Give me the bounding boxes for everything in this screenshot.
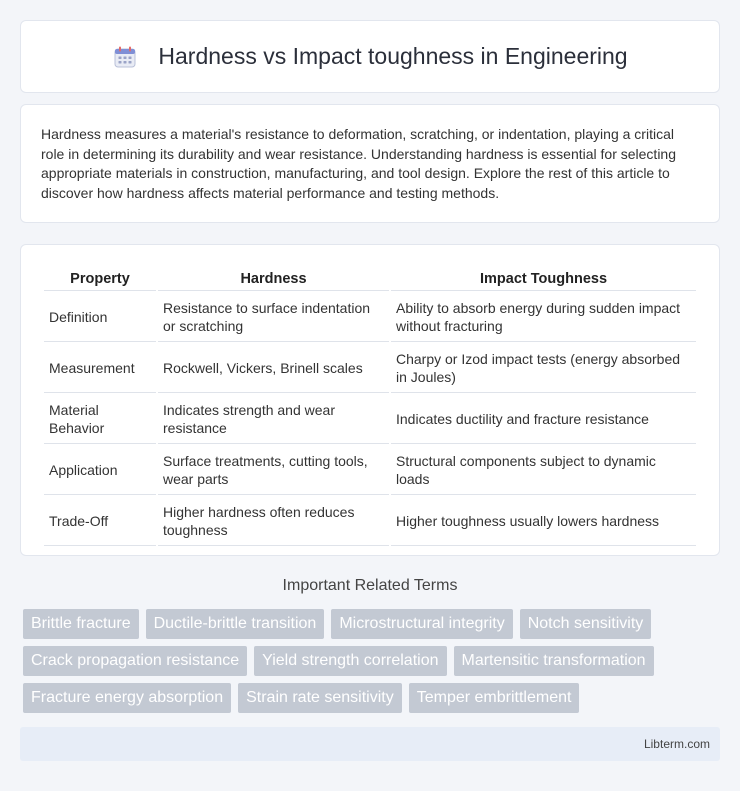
intro-card <box>20 104 720 223</box>
table-row <box>44 497 696 546</box>
related-term-tag[interactable]: Crack propagation resistance <box>23 646 247 676</box>
header-property: Property <box>44 267 156 291</box>
table-cell: Ability to absorb energy during sudden impact without fracturing <box>391 293 696 342</box>
table-cell: Material Behavior <box>44 395 156 444</box>
table-header-row <box>44 267 696 291</box>
table-cell: Structural components subject to dynamic loads <box>391 446 696 495</box>
calendar-icon <box>112 44 138 70</box>
related-term-tag[interactable]: Brittle fracture <box>23 609 139 639</box>
table-cell: Higher hardness often reduces toughness <box>158 497 389 546</box>
footer-site-link[interactable]: Libterm.com <box>643 737 710 751</box>
table-cell: Higher toughness usually lowers hardness <box>391 497 696 546</box>
table-cell: Rockwell, Vickers, Brinell scales <box>158 344 389 393</box>
related-term-tag[interactable]: Strain rate sensitivity <box>238 683 402 713</box>
related-term-tag[interactable]: Fracture energy absorption <box>23 683 231 713</box>
related-term-tag[interactable]: Notch sensitivity <box>520 609 652 639</box>
header-card <box>20 20 720 93</box>
related-term-tag[interactable]: Ductile-brittle transition <box>146 609 325 639</box>
comparison-table <box>42 265 698 548</box>
related-term-tag[interactable]: Martensitic transformation <box>454 646 654 676</box>
table-cell: Trade-Off <box>44 497 156 546</box>
related-terms-title: Important Related Terms <box>282 577 458 594</box>
table-row <box>44 344 696 393</box>
table-cell: Indicates ductility and fracture resistance <box>391 395 696 444</box>
header-hardness: Hardness <box>158 267 389 291</box>
table-cell: Measurement <box>44 344 156 393</box>
comparison-table-card <box>20 244 720 556</box>
header-impact-toughness: Impact Toughness <box>391 267 696 291</box>
table-cell: Surface treatments, cutting tools, wear parts <box>158 446 389 495</box>
table-cell: Charpy or Izod impact tests (energy absorbed in Joules) <box>391 344 696 393</box>
intro-text: Hardness measures a material's resistance to deformation, scratching, or indentation, playing a critical role in determining its durability and wear resistance. Understanding hardness is essential for selecting appropriate materials in construction, manufacturing, and tool design. Explore the rest of this article to discover how hardness affects material performance and testing methods. <box>41 126 676 201</box>
table-row <box>44 395 696 444</box>
table-cell: Definition <box>44 293 156 342</box>
page-title: Hardness vs Impact toughness in Engineering <box>158 43 628 69</box>
related-terms-list <box>23 609 723 713</box>
related-term-tag[interactable]: Yield strength correlation <box>254 646 446 676</box>
table-cell: Resistance to surface indentation or scratching <box>158 293 389 342</box>
footer <box>20 727 720 761</box>
related-term-tag[interactable]: Microstructural integrity <box>331 609 512 639</box>
related-term-tag[interactable]: Temper embrittlement <box>409 683 580 713</box>
table-cell: Indicates strength and wear resistance <box>158 395 389 444</box>
table-row <box>44 293 696 342</box>
table-row <box>44 446 696 495</box>
table-cell: Application <box>44 446 156 495</box>
